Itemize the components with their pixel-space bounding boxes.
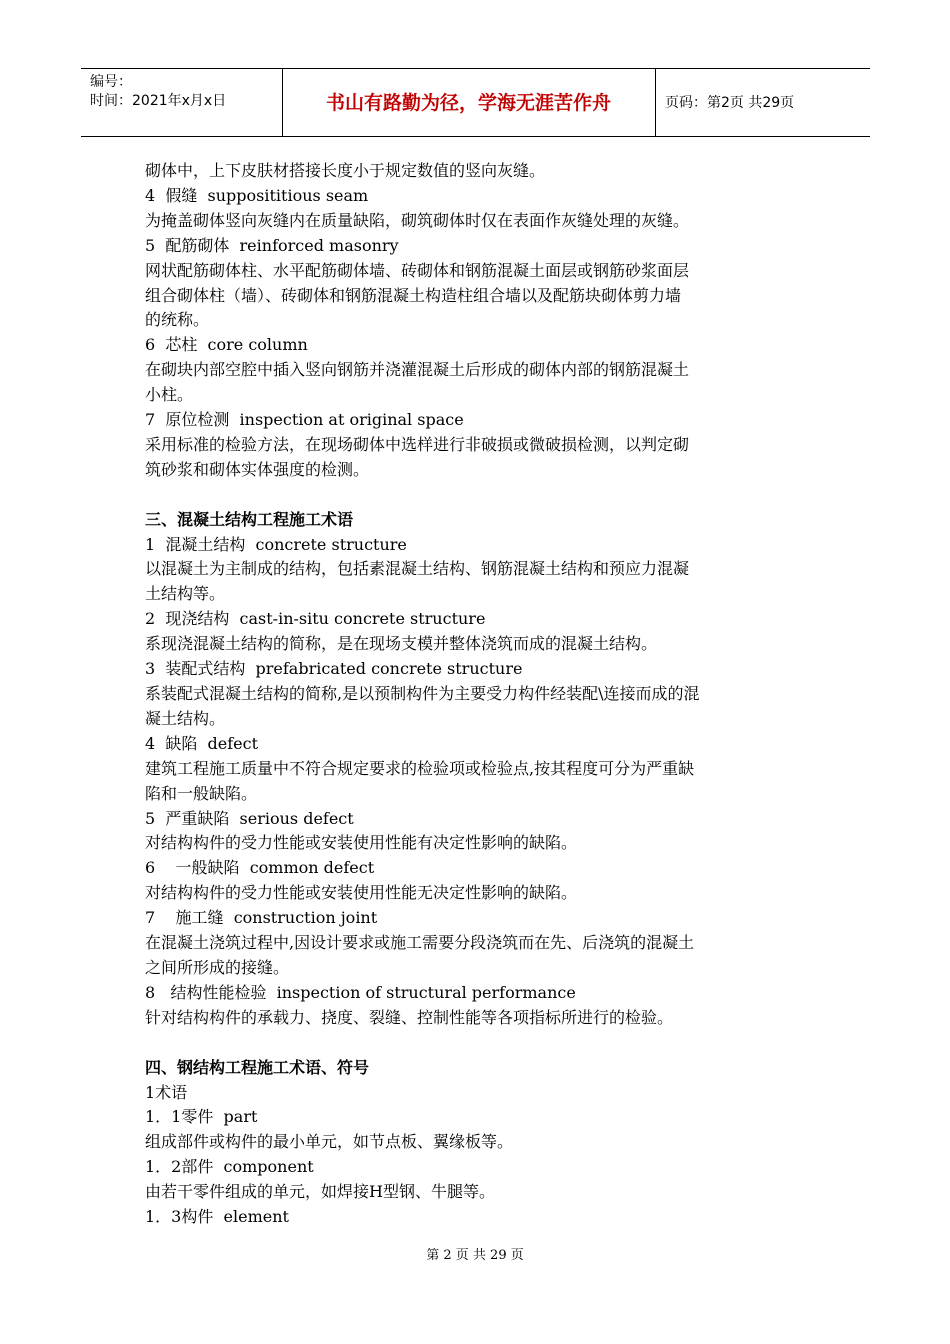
text-line: 针对结构构件的承载力、挠度、裂缝、控制性能等各项指标所进行的检验。 <box>145 1007 674 1027</box>
text-line: 3 装配式结构 prefabricated concrete structure <box>145 659 523 679</box>
text-line: 土结构等。 <box>145 584 226 604</box>
text-line: 筑砂浆和砌体实体强度的检测。 <box>145 459 370 479</box>
text-line: 凝土结构。 <box>145 708 226 728</box>
page-info: 页码：第2页 共29页 <box>665 95 795 111</box>
text-line: 在砌块内部空腔中插入竖向钢筋并浇灌混凝土后形成的砌体内部的钢筋混凝土 <box>145 360 690 380</box>
text-line: 采用标准的检验方法，在现场砌体中选样进行非破损或微破损检测，以判定砌 <box>145 434 690 454</box>
text-line: 4 缺陷 defect <box>145 733 259 753</box>
text-line: 1．2部件 component <box>145 1157 314 1177</box>
text-line: 小柱。 <box>145 385 194 405</box>
text-line: 砌体中，上下皮肤材搭接长度小于规定数值的竖向灰缝。 <box>145 161 546 180</box>
header-meta-cell <box>81 69 283 136</box>
text-line: 6 芯柱 core column <box>145 335 308 355</box>
text-line: 为掩盖砌体竖向灰缝内在质量缺陷，砌筑砌体时仅在表面作灰缝处理的灰缝。 <box>145 210 690 230</box>
header-motto-cell <box>282 69 656 136</box>
text-line: 1术语 <box>145 1082 188 1102</box>
document-body <box>145 159 815 1230</box>
page-footer: 第 2 页 共 29 页 <box>426 1248 524 1263</box>
number-label: 编号： <box>90 74 132 90</box>
blank-line <box>145 483 815 508</box>
text-line: 的统称。 <box>145 310 210 330</box>
text-line: 在混凝土浇筑过程中,因设计要求或施工需要分段浇筑而在先、后浇筑的混凝土 <box>145 933 695 953</box>
text-line: 7 施工缝 construction joint <box>145 908 378 928</box>
text-line: 对结构构件的受力性能或安装使用性能无决定性影响的缺陷。 <box>145 883 578 903</box>
page-header <box>81 68 870 137</box>
section-heading: 四、钢结构工程施工术语、符号 <box>145 1057 370 1077</box>
text-line: 7 原位检测 inspection at original space <box>145 410 464 430</box>
text-line: 2 现浇结构 cast-in-situ concrete structure <box>145 609 486 629</box>
text-line: 5 严重缺陷 serious defect <box>145 808 354 828</box>
text-line: 陷和一般缺陷。 <box>145 783 258 803</box>
header-page-cell <box>656 69 870 136</box>
text-line: 1．1零件 part <box>145 1107 258 1127</box>
text-line: 之间所形成的接缝。 <box>145 957 290 977</box>
text-line: 1．3构件 element <box>145 1207 289 1227</box>
text-line: 5 配筋砌体 reinforced masonry <box>145 235 399 255</box>
text-line: 网状配筋砌体柱、水平配筋砌体墙、砖砌体和钢筋混凝土面层或钢筋砂浆面层 <box>145 260 690 280</box>
time-label: 时间：2021年x月x日 <box>90 93 227 109</box>
section-heading: 三、混凝土结构工程施工术语 <box>145 509 354 529</box>
text-line: 建筑工程施工质量中不符合规定要求的检验项或检验点,按其程度可分为严重缺 <box>145 758 695 778</box>
text-line: 由若干零件组成的单元，如焊接H型钢、牛腿等。 <box>145 1182 495 1202</box>
text-line: 4 假缝 supposititious seam <box>145 185 369 205</box>
text-line: 对结构构件的受力性能或安装使用性能有决定性影响的缺陷。 <box>145 833 578 853</box>
text-line: 以混凝土为主制成的结构，包括素混凝土结构、钢筋混凝土结构和预应力混凝 <box>145 559 690 579</box>
text-line: 组成部件或构件的最小单元，如节点板、翼缘板等。 <box>145 1132 514 1152</box>
text-line: 系装配式混凝土结构的简称,是以预制构件为主要受力构件经装配\连接而成的混 <box>145 684 700 704</box>
motto: 书山有路勤为径，学海无涯苦作舟 <box>325 92 611 114</box>
blank-line <box>145 1031 815 1056</box>
text-line: 组合砌体柱（墙）、砖砌体和钢筋混凝土构造柱组合墙以及配筋块砌体剪力墙 <box>145 285 682 305</box>
text-line: 8 结构性能检验 inspection of structural performance <box>145 982 576 1002</box>
text-line: 1 混凝土结构 concrete structure <box>145 534 407 554</box>
text-line: 6 一般缺陷 common defect <box>145 858 375 878</box>
text-line: 系现浇混凝土结构的简称，是在现场支模并整体浇筑而成的混凝土结构。 <box>145 634 658 654</box>
